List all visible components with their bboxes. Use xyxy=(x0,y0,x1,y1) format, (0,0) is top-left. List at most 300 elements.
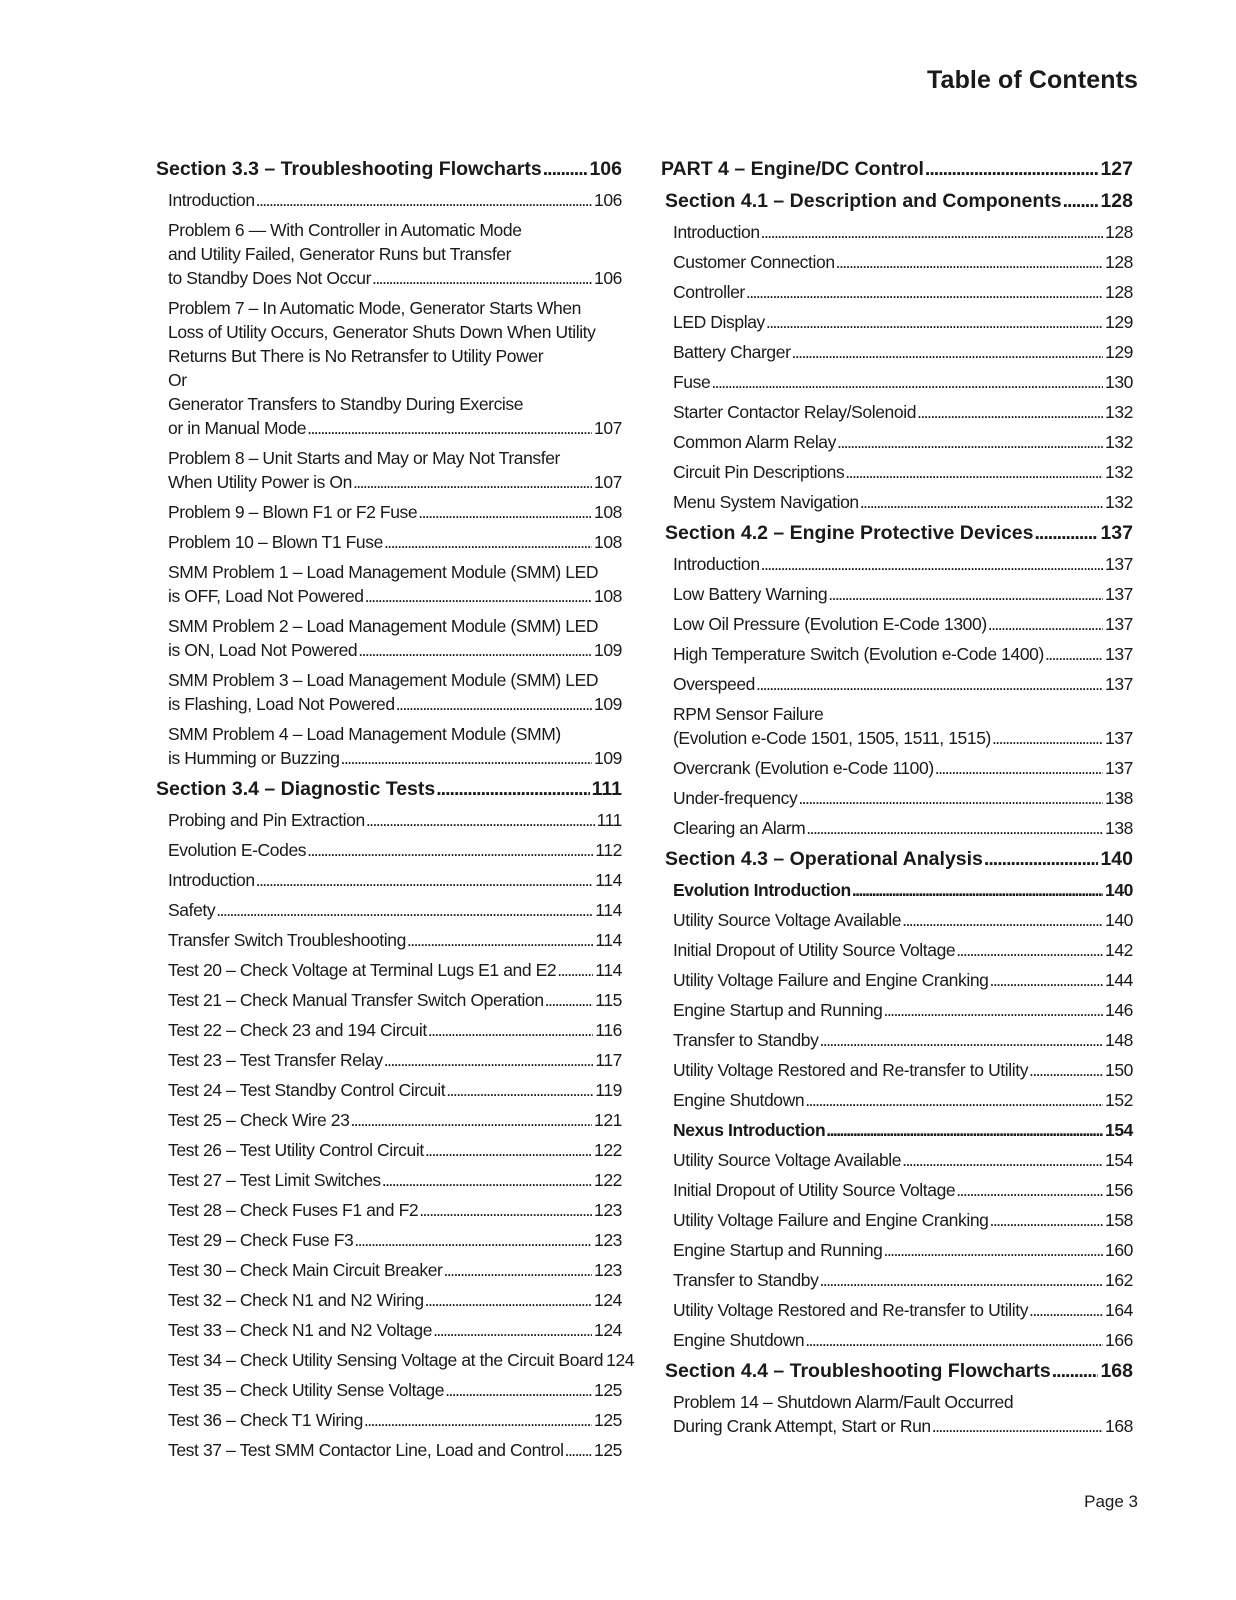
toc-entry[interactable] xyxy=(168,560,622,608)
toc-line xyxy=(673,1298,1133,1322)
page-ref: 137 xyxy=(1105,614,1133,634)
page-ref: 128 xyxy=(1105,282,1133,302)
page-ref: 140 xyxy=(1105,880,1133,900)
entry-label: Probing and Pin Extraction xyxy=(168,810,365,830)
dot-leader xyxy=(372,266,592,290)
dot-leader xyxy=(396,692,592,716)
entry-label: Introduction xyxy=(673,554,760,574)
toc-entry[interactable] xyxy=(673,250,1133,274)
toc-entry[interactable] xyxy=(673,460,1133,484)
toc-entry[interactable] xyxy=(673,1238,1133,1262)
toc-line xyxy=(168,958,622,982)
dot-leader xyxy=(766,310,1103,334)
entry-label: Introduction xyxy=(673,222,760,242)
section-heading[interactable] xyxy=(665,520,1133,546)
entry-label: Engine Startup and Running xyxy=(673,1240,883,1260)
entry-label: Low Battery Warning xyxy=(673,584,828,604)
toc-line xyxy=(665,1358,1133,1384)
toc-entry[interactable] xyxy=(168,1408,622,1432)
dot-leader xyxy=(932,1414,1103,1438)
entry-label: Overspeed xyxy=(673,674,756,694)
toc-entry[interactable] xyxy=(168,1168,622,1192)
entry-label: Test 37 – Test SMM Contactor Line, Load and Control xyxy=(168,1440,564,1460)
toc-line xyxy=(168,1168,622,1192)
toc-line xyxy=(673,816,1133,840)
toc-entry[interactable] xyxy=(673,552,1133,576)
section-heading[interactable] xyxy=(665,188,1133,214)
toc-entry[interactable] xyxy=(168,1018,622,1042)
page-ref: 150 xyxy=(1105,1060,1133,1080)
page-ref: 124 xyxy=(594,1290,622,1310)
toc-entry[interactable] xyxy=(168,838,622,862)
entry-label: SMM Problem 3 – Load Management Module (SMM) LED xyxy=(168,670,599,690)
toc-line xyxy=(673,1118,1133,1142)
page-ref: 109 xyxy=(594,748,622,768)
page-ref: 146 xyxy=(1105,1000,1133,1020)
toc-line xyxy=(168,1048,622,1072)
toc-entry[interactable] xyxy=(168,1138,622,1162)
toc-entry[interactable] xyxy=(168,1438,622,1462)
toc-entry[interactable] xyxy=(168,668,622,716)
entry-label: Test 27 – Test Limit Switches xyxy=(168,1170,381,1190)
entry-label: Test 32 – Check N1 and N2 Wiring xyxy=(168,1290,424,1310)
toc-line xyxy=(673,1238,1133,1262)
entry-label: Utility Voltage Restored and Re-transfer to Utility xyxy=(673,1060,1029,1080)
toc-line xyxy=(168,988,622,1012)
page-ref: 124 xyxy=(594,1320,622,1340)
toc-entry[interactable] xyxy=(673,370,1133,394)
dot-leader xyxy=(382,1168,592,1192)
page-ref: 114 xyxy=(595,960,622,980)
entry-label: Under-frequency xyxy=(673,788,798,808)
toc-entry[interactable] xyxy=(168,928,622,952)
dot-leader xyxy=(1063,188,1099,214)
entry-label: Starter Contactor Relay/Solenoid xyxy=(673,402,917,422)
entry-label: Test 26 – Test Utility Control Circuit xyxy=(168,1140,424,1160)
page-ref: 154 xyxy=(1105,1150,1133,1170)
toc-line xyxy=(673,908,1133,932)
entry-label: Circuit Pin Descriptions xyxy=(673,462,845,482)
entry-label: Introduction xyxy=(168,870,255,890)
section-heading[interactable] xyxy=(156,156,622,182)
page-ref: 158 xyxy=(1105,1210,1133,1230)
toc-line xyxy=(168,584,622,608)
toc-entry[interactable] xyxy=(673,702,1133,750)
dot-leader xyxy=(543,156,588,182)
page-ref: 129 xyxy=(1105,312,1133,332)
toc-line xyxy=(168,1288,622,1312)
toc-entry[interactable] xyxy=(168,1228,622,1252)
toc-line xyxy=(168,1078,622,1102)
dot-leader xyxy=(798,786,1103,810)
dot-leader xyxy=(418,500,592,524)
toc-entry[interactable] xyxy=(673,1088,1133,1112)
dot-leader xyxy=(805,1088,1103,1112)
toc-entry[interactable] xyxy=(673,490,1133,514)
page-ref: 122 xyxy=(594,1140,622,1160)
toc-entry[interactable] xyxy=(673,998,1133,1022)
toc-line xyxy=(673,250,1133,274)
dot-leader xyxy=(436,776,589,802)
page-ref: 137 xyxy=(1105,584,1133,604)
page-number: Page 3 xyxy=(1084,1492,1138,1511)
page-ref: 111 xyxy=(596,810,622,830)
dot-leader xyxy=(565,1438,592,1462)
dot-leader xyxy=(884,1238,1104,1262)
entry-label: Section 3.3 – Troubleshooting Flowcharts xyxy=(156,158,542,180)
page-ref: 106 xyxy=(594,190,622,210)
toc-line xyxy=(673,1148,1133,1172)
toc-entry[interactable] xyxy=(673,1148,1133,1172)
page-ref: 108 xyxy=(594,532,622,552)
dot-leader xyxy=(826,1118,1103,1142)
dot-leader xyxy=(819,1028,1103,1052)
toc-entry[interactable] xyxy=(673,280,1133,304)
page-ref: 168 xyxy=(1100,1360,1133,1382)
toc-line xyxy=(168,1408,622,1432)
page-ref: 162 xyxy=(1105,1270,1133,1290)
entry-label: Evolution E-Codes xyxy=(168,840,307,860)
dot-leader xyxy=(984,846,1099,872)
toc-entry[interactable] xyxy=(168,530,622,554)
part-heading[interactable] xyxy=(661,156,1133,182)
entry-label: Problem 14 – Shutdown Alarm/Fault Occurred xyxy=(673,1392,1014,1412)
page-ref: 138 xyxy=(1105,818,1133,838)
dot-leader xyxy=(364,1408,592,1432)
toc-line xyxy=(673,612,1133,636)
toc-entry[interactable] xyxy=(673,1328,1133,1352)
toc-line xyxy=(168,470,622,494)
toc-entry[interactable] xyxy=(168,1078,622,1102)
page-ref: 156 xyxy=(1105,1180,1133,1200)
toc-entry[interactable] xyxy=(673,1028,1133,1052)
toc-entry[interactable] xyxy=(673,430,1133,454)
entry-label: Section 4.3 – Operational Analysis xyxy=(665,848,983,870)
page-ref: 123 xyxy=(594,1230,622,1250)
page-title: Table of Contents xyxy=(927,66,1138,94)
toc-entry[interactable] xyxy=(673,1058,1133,1082)
page-ref: 109 xyxy=(594,694,622,714)
dot-leader xyxy=(992,726,1103,750)
toc-entry[interactable] xyxy=(168,1318,622,1342)
toc-line xyxy=(673,220,1133,244)
toc-entry[interactable] xyxy=(673,1118,1133,1142)
dot-leader xyxy=(557,958,593,982)
toc-line xyxy=(168,1018,622,1042)
dot-leader xyxy=(756,672,1103,696)
page-ref: 125 xyxy=(594,1410,622,1430)
page-ref: 137 xyxy=(1105,674,1133,694)
toc-entry[interactable] xyxy=(673,672,1133,696)
toc-line xyxy=(673,430,1133,454)
toc-entry[interactable] xyxy=(673,1178,1133,1202)
toc-line xyxy=(673,726,1133,750)
toc-line xyxy=(673,460,1133,484)
toc-entry[interactable] xyxy=(168,1108,622,1132)
entry-label: Initial Dropout of Utility Source Voltage xyxy=(673,940,956,960)
entry-label: Section 4.1 – Description and Components xyxy=(665,190,1062,212)
entry-label: Generator Transfers to Standby During Exercise xyxy=(168,394,524,414)
entry-label: SMM Problem 2 – Load Management Module (SMM) LED xyxy=(168,616,599,636)
toc-line xyxy=(673,552,1133,576)
page-ref: 137 xyxy=(1105,554,1133,574)
toc-entry[interactable] xyxy=(673,1208,1133,1232)
page-ref: 106 xyxy=(594,268,622,288)
dot-leader xyxy=(443,1258,592,1282)
entry-label: Test 36 – Check T1 Wiring xyxy=(168,1410,363,1430)
entry-label: Engine Shutdown xyxy=(673,1330,805,1350)
toc-entry[interactable] xyxy=(673,1268,1133,1292)
toc-line xyxy=(673,582,1133,606)
dot-leader xyxy=(256,188,592,212)
toc-entry[interactable] xyxy=(673,1390,1133,1438)
toc-line xyxy=(673,280,1133,304)
entry-label: RPM Sensor Failure xyxy=(673,704,824,724)
toc-line xyxy=(673,1178,1133,1202)
toc-entry[interactable] xyxy=(673,220,1133,244)
toc-left-column xyxy=(156,156,635,1468)
page-ref: 112 xyxy=(595,840,622,860)
dot-leader xyxy=(419,1198,592,1222)
toc-entry[interactable] xyxy=(673,1298,1133,1322)
toc-line xyxy=(665,520,1133,546)
entry-label: (Evolution e-Code 1501, 1505, 1511, 1515) xyxy=(673,728,991,748)
entry-label: Problem 9 – Blown F1 or F2 Fuse xyxy=(168,502,418,522)
toc-entry[interactable] xyxy=(168,500,622,524)
toc-entry[interactable] xyxy=(673,938,1133,962)
dot-leader xyxy=(1029,1298,1103,1322)
toc-entry[interactable] xyxy=(168,614,622,662)
entry-label: Introduction xyxy=(168,190,255,210)
entry-label: Loss of Utility Occurs, Generator Shuts Down When Utility xyxy=(168,322,596,342)
toc-line xyxy=(168,500,622,524)
toc-line xyxy=(673,310,1133,334)
dot-leader xyxy=(1035,520,1099,546)
dot-leader xyxy=(354,1228,592,1252)
dot-leader xyxy=(365,584,592,608)
dot-leader xyxy=(845,460,1103,484)
toc-entry[interactable] xyxy=(168,188,622,212)
entry-label: Common Alarm Relay xyxy=(673,432,836,452)
dot-leader xyxy=(1052,1358,1099,1384)
entry-label: Problem 8 – Unit Starts and May or May Not Transfer xyxy=(168,448,560,468)
toc-entry[interactable] xyxy=(673,582,1133,606)
toc-line xyxy=(168,746,622,770)
entry-label: Initial Dropout of Utility Source Voltage xyxy=(673,1180,956,1200)
toc-line xyxy=(673,938,1133,962)
page-ref: 123 xyxy=(594,1260,622,1280)
toc-line xyxy=(168,266,622,290)
page-ref: 114 xyxy=(595,870,622,890)
entry-label: Transfer Switch Troubleshooting xyxy=(168,930,406,950)
toc-line xyxy=(673,1028,1133,1052)
dot-leader xyxy=(828,582,1103,606)
toc-entry[interactable] xyxy=(673,908,1133,932)
entry-label: High Temperature Switch (Evolution e-Code 1400) xyxy=(673,644,1044,664)
entry-label: Utility Voltage Failure and Engine Cranking xyxy=(673,970,989,990)
toc-line xyxy=(673,672,1133,696)
dot-leader xyxy=(956,938,1103,962)
entry-label: Test 34 – Check Utility Sensing Voltage at the Circuit Board xyxy=(168,1350,604,1370)
toc-line xyxy=(673,490,1133,514)
toc-entry[interactable] xyxy=(168,808,622,832)
entry-label: Test 25 – Check Wire 23 xyxy=(168,1110,350,1130)
page-ref: 123 xyxy=(594,1200,622,1220)
entry-label: SMM Problem 1 – Load Management Module (SMM) LED xyxy=(168,562,599,582)
toc-entry[interactable] xyxy=(168,958,622,982)
dot-leader xyxy=(428,1018,594,1042)
toc-entry[interactable] xyxy=(168,1288,622,1312)
toc-entry[interactable] xyxy=(673,400,1133,424)
dot-leader xyxy=(216,898,593,922)
toc-entry[interactable] xyxy=(168,296,622,440)
entry-label: and Utility Failed, Generator Runs but Transfer xyxy=(168,244,512,264)
page-ref: 132 xyxy=(1105,462,1133,482)
page-ref: 137 xyxy=(1100,522,1133,544)
page-ref: 137 xyxy=(1105,728,1133,748)
page-ref: 160 xyxy=(1105,1240,1133,1260)
dot-leader xyxy=(836,250,1103,274)
page-ref: 132 xyxy=(1105,492,1133,512)
toc-entry[interactable] xyxy=(673,878,1133,902)
page-ref: 164 xyxy=(1105,1300,1133,1320)
toc-entry[interactable] xyxy=(673,968,1133,992)
toc-entry[interactable] xyxy=(168,988,622,1012)
toc-entry[interactable] xyxy=(673,642,1133,666)
toc-entry[interactable] xyxy=(168,1348,635,1372)
toc-line xyxy=(673,1328,1133,1352)
toc-line xyxy=(168,1198,622,1222)
page-ref: 166 xyxy=(1105,1330,1133,1350)
toc-entry[interactable] xyxy=(168,722,622,770)
toc-line xyxy=(673,400,1133,424)
toc-line xyxy=(673,1208,1133,1232)
dot-leader xyxy=(358,638,592,662)
entry-label: Problem 7 – In Automatic Mode, Generator Starts When xyxy=(168,298,582,318)
page-ref: 116 xyxy=(595,1020,622,1040)
toc-entry[interactable] xyxy=(168,446,622,494)
toc-line xyxy=(168,868,622,892)
toc-entry[interactable] xyxy=(168,1048,622,1072)
entry-label: Utility Source Voltage Available xyxy=(673,1150,902,1170)
dot-leader xyxy=(384,1048,594,1072)
section-heading[interactable] xyxy=(156,776,622,802)
page-ref: 125 xyxy=(594,1440,622,1460)
dot-leader xyxy=(711,370,1103,394)
toc-entry[interactable] xyxy=(673,816,1133,840)
page-ref: 107 xyxy=(594,418,622,438)
page-ref: 168 xyxy=(1105,1416,1133,1436)
dot-leader xyxy=(884,998,1104,1022)
toc-entry[interactable] xyxy=(168,868,622,892)
dot-leader xyxy=(341,746,592,770)
page-ref: 129 xyxy=(1105,342,1133,362)
entry-label: Battery Charger xyxy=(673,342,791,362)
entry-label: PART 4 – Engine/DC Control xyxy=(661,158,924,180)
entry-label: to Standby Does Not Occur xyxy=(168,268,372,288)
entry-label: Section 4.4 – Troubleshooting Flowcharts xyxy=(665,1360,1051,1382)
toc-line xyxy=(156,156,622,182)
page-ref: 140 xyxy=(1100,848,1133,870)
entry-label: is Humming or Buzzing xyxy=(168,748,340,768)
dot-leader xyxy=(425,1288,592,1312)
page-ref: 111 xyxy=(591,778,622,800)
entry-label: Utility Voltage Failure and Engine Cranking xyxy=(673,1210,989,1230)
entry-label: Controller xyxy=(673,282,745,302)
dot-leader xyxy=(917,400,1103,424)
toc-entry[interactable] xyxy=(673,786,1133,810)
toc-line xyxy=(673,1058,1133,1082)
page-ref: 138 xyxy=(1105,788,1133,808)
toc-entry[interactable] xyxy=(168,1378,622,1402)
toc-entry[interactable] xyxy=(168,1198,622,1222)
toc-entry[interactable] xyxy=(168,218,622,290)
page-ref: 125 xyxy=(594,1380,622,1400)
dot-leader xyxy=(307,838,593,862)
toc-line xyxy=(673,340,1133,364)
page-ref: 148 xyxy=(1105,1030,1133,1050)
page-ref: 137 xyxy=(1105,758,1133,778)
toc-line xyxy=(673,1414,1133,1438)
toc-entry[interactable] xyxy=(673,756,1133,780)
toc-line xyxy=(168,928,622,952)
entry-label: Low Oil Pressure (Evolution E-Code 1300) xyxy=(673,614,987,634)
entry-label: Customer Connection xyxy=(673,252,835,272)
toc-line xyxy=(168,638,622,662)
entry-label: Overcrank (Evolution e-Code 1100) xyxy=(673,758,934,778)
toc-entry[interactable] xyxy=(673,310,1133,334)
dot-leader xyxy=(925,156,1099,182)
dot-leader xyxy=(990,968,1104,992)
page-ref: 115 xyxy=(595,990,622,1010)
toc-entry[interactable] xyxy=(673,340,1133,364)
page-ref: 108 xyxy=(594,502,622,522)
toc-line xyxy=(168,838,622,862)
toc-entry[interactable] xyxy=(673,612,1133,636)
entry-label: or in Manual Mode xyxy=(168,418,307,438)
toc-entry[interactable] xyxy=(168,898,622,922)
entry-label: Test 22 – Check 23 and 194 Circuit xyxy=(168,1020,427,1040)
section-heading[interactable] xyxy=(665,1358,1133,1384)
toc-line xyxy=(168,530,622,554)
toc-line xyxy=(168,898,622,922)
entry-label: Returns But There is No Retransfer to Utility Power xyxy=(168,346,544,366)
dot-leader xyxy=(902,1148,1103,1172)
toc-line xyxy=(168,1378,622,1402)
entry-label: Problem 10 – Blown T1 Fuse xyxy=(168,532,383,552)
page-ref: 154 xyxy=(1105,1120,1133,1140)
entry-label: Test 29 – Check Fuse F3 xyxy=(168,1230,354,1250)
toc-entry[interactable] xyxy=(168,1258,622,1282)
entry-label: Nexus Introduction xyxy=(673,1120,826,1140)
entry-label: Test 24 – Test Standby Control Circuit xyxy=(168,1080,446,1100)
dot-leader xyxy=(1029,1058,1103,1082)
toc-line xyxy=(673,968,1133,992)
entry-label: Safety xyxy=(168,900,216,920)
page-ref: 119 xyxy=(595,1080,622,1100)
page-ref: 128 xyxy=(1105,252,1133,272)
section-heading[interactable] xyxy=(665,846,1133,872)
dot-leader xyxy=(256,868,594,892)
dot-leader xyxy=(837,430,1103,454)
toc-line xyxy=(168,1258,622,1282)
page-ref: 122 xyxy=(594,1170,622,1190)
page-ref: 114 xyxy=(595,900,622,920)
entry-label: Section 3.4 – Diagnostic Tests xyxy=(156,778,436,800)
page-ref: 132 xyxy=(1105,432,1133,452)
entry-label: is ON, Load Not Powered xyxy=(168,640,358,660)
page-ref: 108 xyxy=(594,586,622,606)
